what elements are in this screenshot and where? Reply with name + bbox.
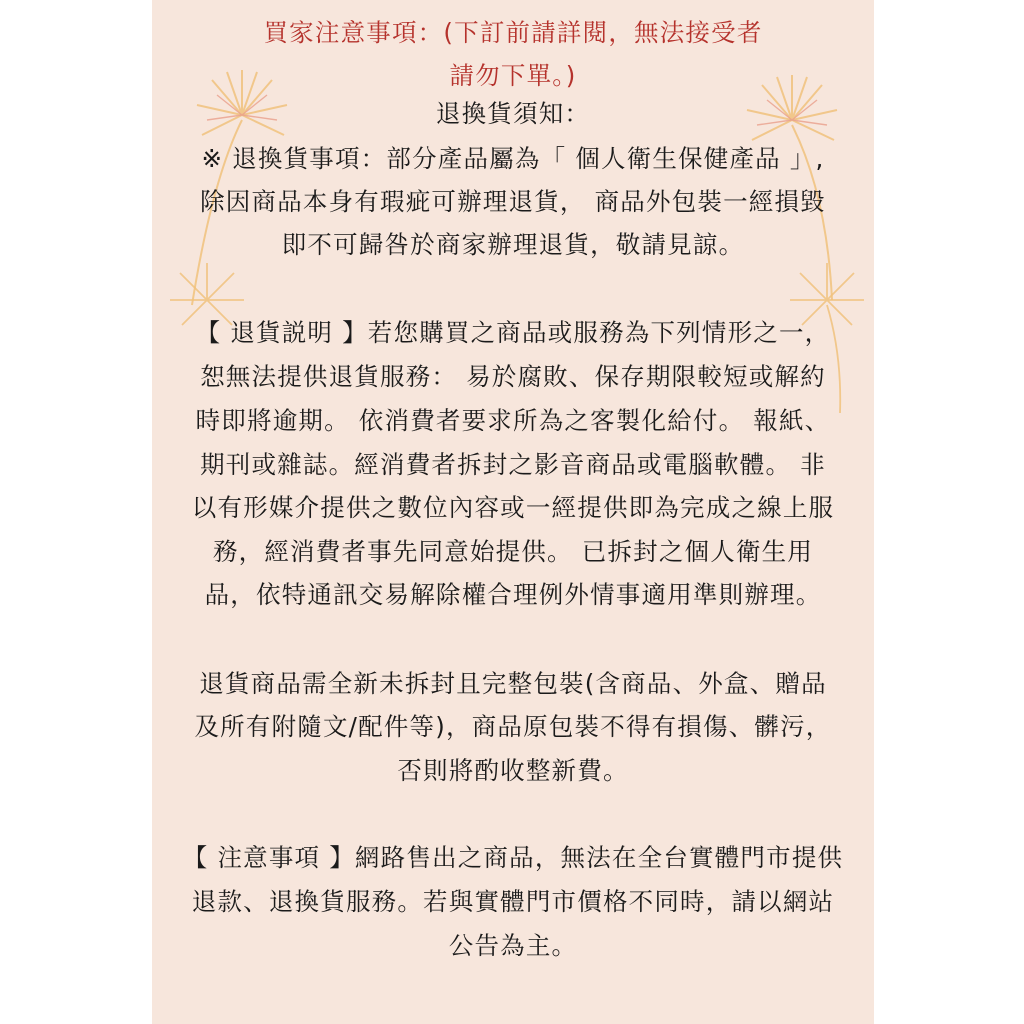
exchange-paragraph-line: 即不可歸咎於商家辦理退貨，敬請見諒。 [281,230,745,259]
packaging-requirement-line: 及所有附隨文/配件等)，商品原包裝不得有損傷、髒污， [194,712,832,741]
return-policy-line: 時即將逾期。 依消費者要求所為之客製化給付。 報紙、 [195,406,831,435]
online-sales-notice-line: 公告為主。 [448,931,578,960]
return-policy-line: 以有形媒介提供之數位內容或一經提供即為完成之線上服 [191,493,835,522]
packaging-requirement-line: 退貨商品需全新未拆封且完整包裝(含商品、外盒、贈品 [199,669,827,698]
exchange-paragraph-line: ※ 退換貨事項：部分產品屬為「 個人衛生保健產品 」, [201,144,825,173]
return-policy-line: 品，依特通訊交易解除權合理例外情事適用準則辦理。 [204,580,822,609]
online-sales-notice-line: 退款、退換貨服務。若與實體門市價格不同時，請以網站 [191,887,835,916]
exchange-paragraph-line: 除因商品本身有瑕疵可辦理退貨， 商品外包裝一經損毀 [200,187,826,216]
packaging-requirement-line: 否則將酌收整新費。 [397,756,629,785]
notice-page [152,0,874,1024]
online-sales-notice-line: 【 注意事項 】網路售出之商品，無法在全台實體門市提供 [182,843,844,872]
return-policy-line: 期刊或雜誌。經消費者拆封之影音商品或電腦軟體。 非 [200,450,826,479]
notice-title-continued: 請勿下單。) [449,61,577,90]
return-policy-line: 【 退貨説明 】若您購買之商品或服務為下列情形之一， [195,318,831,347]
return-exchange-heading: 退換貨須知： [435,99,591,128]
notice-title: 買家注意事項：(下訂前請詳閱，無法接受者 [263,18,763,47]
return-policy-line: 務，經消費者事先同意始提供。 已拆封之個人衛生用 [212,537,814,566]
return-policy-line: 恕無法提供退貨服務： 易於腐敗、保存期限較短或解約 [200,362,826,391]
